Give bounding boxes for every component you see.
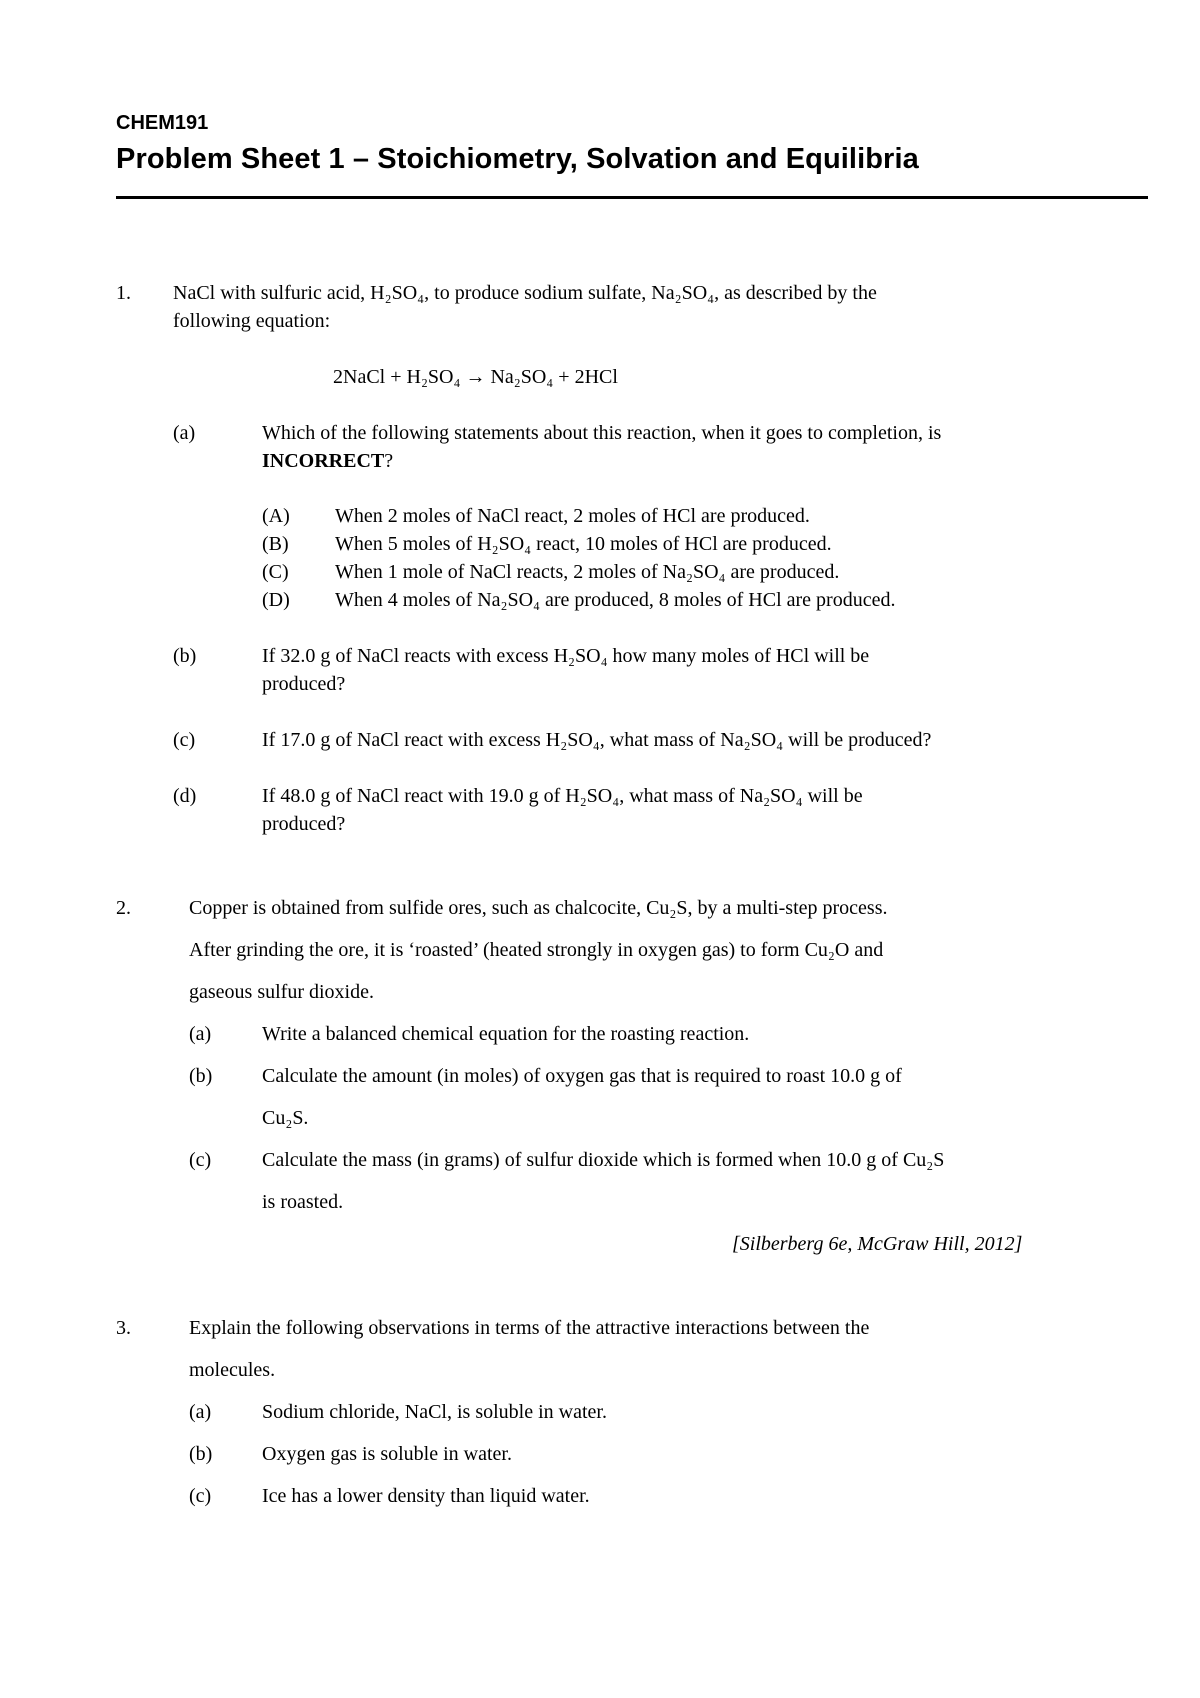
q2-b-line2: Cu₂S. (262, 1107, 309, 1129)
q1-b-label: (b) (173, 645, 197, 667)
q2-citation: [Silberberg 6e, McGraw Hill, 2012] (732, 1233, 1023, 1255)
q1-equation: 2NaCl + H₂SO₄ → Na₂SO₄ + 2HCl (333, 366, 618, 388)
q1-d-label: (d) (173, 785, 197, 807)
q1-option-b-text: When 5 moles of H₂SO₄ react, 10 moles of HCl are produced. (335, 533, 832, 555)
q2-c-line1: Calculate the mass (in grams) of sulfur dioxide which is formed when 10.0 g of Cu₂S (262, 1149, 945, 1171)
course-code: CHEM191 (116, 112, 209, 134)
q1-a-line1: Which of the following statements about this reaction, when it goes to completion, is (262, 422, 942, 444)
q3-number: 3. (116, 1317, 131, 1339)
q1-intro-line1: NaCl with sulfuric acid, H₂SO₄, to produce sodium sulfate, Na₂SO₄, as described by the (173, 282, 877, 304)
q3-c-label: (c) (189, 1485, 212, 1507)
q1-a-end: ? (384, 450, 394, 472)
q1-d-line2: produced? (262, 813, 346, 835)
q2-line2: After grinding the ore, it is ‘roasted’ (heated strongly in oxygen gas) to form Cu₂O and (189, 939, 884, 961)
q1-a-label: (a) (173, 422, 196, 444)
q2-line1: Copper is obtained from sulfide ores, such as chalcocite, Cu₂S, by a multi-step process. (189, 897, 888, 919)
q1-option-a-text: When 2 moles of NaCl react, 2 moles of HCl are produced. (335, 505, 810, 527)
q1-intro-line2: following equation: (173, 310, 331, 332)
q2-b-label: (b) (189, 1065, 213, 1087)
q1-b-line2: produced? (262, 673, 346, 695)
q1-number: 1. (116, 282, 131, 304)
q1-option-d-label: (D) (262, 589, 290, 611)
page-title: Problem Sheet 1 – Stoichiometry, Solvation and Equilibria (116, 143, 919, 175)
q2-c-label: (c) (189, 1149, 212, 1171)
q1-c-label: (c) (173, 729, 196, 751)
q1-option-a-label: (A) (262, 505, 290, 527)
q1-b-line1: If 32.0 g of NaCl reacts with excess H₂SO₄ how many moles of HCl will be (262, 645, 870, 667)
q3-c-text: Ice has a lower density than liquid water. (262, 1485, 590, 1507)
q3-a-label: (a) (189, 1401, 212, 1423)
q3-a-text: Sodium chloride, NaCl, is soluble in water. (262, 1401, 607, 1423)
q3-b-label: (b) (189, 1443, 213, 1465)
q1-option-c-text: When 1 mole of NaCl reacts, 2 moles of Na₂SO₄ are produced. (335, 561, 840, 583)
q3-b-text: Oxygen gas is soluble in water. (262, 1443, 512, 1465)
q2-c-line2: is roasted. (262, 1191, 344, 1213)
q1-c-line1: If 17.0 g of NaCl react with excess H₂SO₄, what mass of Na₂SO₄ will be produced? (262, 729, 932, 751)
q1-a-line2 (262, 451, 393, 471)
title-divider (116, 196, 1148, 199)
q2-number: 2. (116, 897, 131, 919)
q1-option-b-label: (B) (262, 533, 289, 555)
q1-a-emphasis: INCORRECT (262, 450, 385, 472)
q2-line3: gaseous sulfur dioxide. (189, 981, 374, 1003)
q2-a-label: (a) (189, 1023, 212, 1045)
q1-d-line1: If 48.0 g of NaCl react with 19.0 g of H₂SO₄, what mass of Na₂SO₄ will be (262, 785, 863, 807)
q1-option-c-label: (C) (262, 561, 289, 583)
q3-line1: Explain the following observations in terms of the attractive interactions between the (189, 1317, 870, 1339)
q1-option-d-text: When 4 moles of Na₂SO₄ are produced, 8 moles of HCl are produced. (335, 589, 896, 611)
q3-line2: molecules. (189, 1359, 276, 1381)
q2-a-text: Write a balanced chemical equation for the roasting reaction. (262, 1023, 750, 1045)
q2-b-line1: Calculate the amount (in moles) of oxygen gas that is required to roast 10.0 g of (262, 1065, 902, 1087)
